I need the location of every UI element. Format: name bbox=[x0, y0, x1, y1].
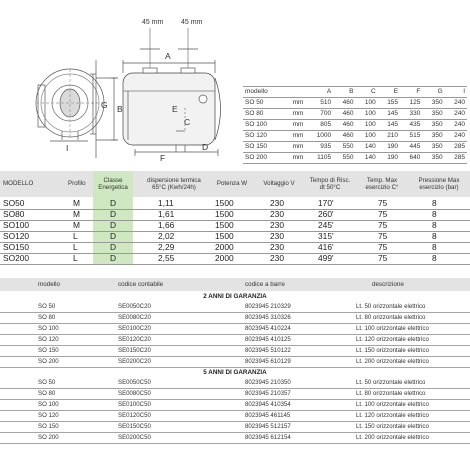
spec-header-pressione: Pressione Max esercizio (bar) bbox=[418, 176, 460, 191]
spec-cell-dispersione: 2,02 bbox=[158, 231, 175, 241]
front-tank-body bbox=[123, 73, 215, 145]
spec-header-potenza: Potenza W bbox=[216, 180, 248, 188]
spec-header-voltaggio: Voltaggio V bbox=[263, 180, 295, 188]
dims-row bbox=[243, 109, 467, 120]
codes-cell: SO 150 bbox=[38, 423, 59, 430]
dims-cell: 240 bbox=[445, 120, 467, 131]
dims-cell: 640 bbox=[400, 153, 422, 164]
spec-cell-tempo: 245' bbox=[318, 220, 334, 230]
dims-cell: 460 bbox=[333, 131, 355, 142]
spec-cell-voltaggio: 230 bbox=[270, 253, 284, 263]
codes-cell: SE0100C50 bbox=[118, 401, 151, 408]
codes-row bbox=[0, 422, 470, 433]
spec-header-classe: Classe Energetica bbox=[98, 176, 128, 191]
codes-cell: Lt. 80 orizzontale elettrico bbox=[356, 390, 426, 397]
codes-header-descrizione: descrizione bbox=[372, 281, 404, 288]
spec-cell-dispersione: 2,55 bbox=[158, 253, 175, 263]
dims-header-cell: C bbox=[355, 87, 377, 98]
dims-cell: 460 bbox=[333, 98, 355, 109]
spec-cell-dispersione: 1,61 bbox=[158, 209, 175, 219]
codes-row bbox=[0, 357, 470, 368]
dims-cell: 100 bbox=[355, 98, 377, 109]
spec-cell-temp_max: 75 bbox=[378, 253, 388, 263]
codes-cell: Lt. 150 orizzontale elettrico bbox=[356, 347, 429, 354]
spec-cell-modello: SO120 bbox=[3, 231, 30, 241]
dims-row bbox=[243, 120, 467, 131]
spec-cell-potenza: 2000 bbox=[215, 253, 234, 263]
codes-row bbox=[0, 433, 470, 444]
codes-cell: SO 200 bbox=[38, 358, 59, 365]
codes-cell: SO 100 bbox=[38, 325, 59, 332]
dims-header-cell: B bbox=[333, 87, 355, 98]
codes-cell: 8023945 210329 bbox=[245, 303, 291, 310]
spec-cell-dispersione: 1,66 bbox=[158, 220, 175, 230]
spec-cell-pressione: 8 bbox=[432, 198, 437, 208]
codes-row bbox=[0, 313, 470, 324]
spec-cell-potenza: 2000 bbox=[215, 242, 234, 252]
spec-cell-potenza: 1500 bbox=[215, 220, 234, 230]
spec-cell-dispersione: 1,11 bbox=[158, 198, 174, 208]
codes-cell: 8023945 410125 bbox=[245, 336, 291, 343]
label-A: A bbox=[165, 51, 171, 61]
codes-cell: 8023945 210357 bbox=[245, 390, 291, 397]
dims-cell: 1105 bbox=[305, 153, 333, 164]
label-45mm-right: 45 mm bbox=[181, 19, 203, 26]
codes-cell: Lt. 150 orizzontale elettrico bbox=[356, 423, 429, 430]
label-B: B bbox=[117, 104, 123, 114]
codes-cell: SE0050C50 bbox=[118, 379, 151, 386]
dims-cell: 460 bbox=[333, 109, 355, 120]
codes-cell: Lt. 200 orizzontale elettrico bbox=[356, 434, 429, 441]
spec-header-dispersione: dispersione termica 65°C (Kwh/24h) bbox=[147, 176, 201, 191]
codes-row bbox=[0, 346, 470, 357]
spec-cell-profilo: M bbox=[73, 198, 80, 208]
dims-cell: 550 bbox=[333, 142, 355, 153]
dims-cell: 285 bbox=[445, 153, 467, 164]
dims-cell: mm bbox=[283, 98, 305, 109]
dims-row bbox=[243, 98, 467, 109]
codes-cell: Lt. 200 orizzontale elettrico bbox=[356, 358, 429, 365]
codes-cell: 8023945 210350 bbox=[245, 379, 291, 386]
dims-cell: 350 bbox=[422, 120, 444, 131]
codes-cell: SO 150 bbox=[38, 347, 59, 354]
spec-cell-classe: D bbox=[109, 209, 117, 219]
codes-cell: Lt. 50 orizzontale elettrico bbox=[356, 303, 426, 310]
codes-row bbox=[0, 324, 470, 335]
dims-cell: 100 bbox=[355, 109, 377, 120]
dims-header-cell: modello bbox=[243, 87, 283, 98]
spec-cell-classe: D bbox=[109, 253, 117, 263]
codes-row bbox=[0, 411, 470, 422]
dims-header-cell bbox=[283, 87, 305, 98]
spec-cell-tempo: 260' bbox=[318, 209, 334, 219]
dims-header-cell: A bbox=[305, 87, 333, 98]
codes-cell: SE0120C50 bbox=[118, 412, 151, 419]
codes-cell: SE0080C50 bbox=[118, 390, 151, 397]
dims-cell: SO 80 bbox=[243, 109, 283, 120]
codes-cell: SO 100 bbox=[38, 401, 59, 408]
dims-cell: 100 bbox=[355, 120, 377, 131]
dims-header-row bbox=[243, 87, 467, 98]
codes-row bbox=[0, 302, 470, 313]
dims-cell: SO 120 bbox=[243, 131, 283, 142]
dimensions-table bbox=[243, 86, 467, 164]
codes-cell: 8023945 612154 bbox=[245, 434, 291, 441]
spec-cell-classe: D bbox=[109, 231, 117, 241]
codes-cell: SO 50 bbox=[38, 379, 56, 386]
spec-cell-modello: SO50 bbox=[3, 198, 25, 208]
label-D: D bbox=[202, 142, 209, 152]
codes-cell: 8023945 512157 bbox=[245, 423, 291, 430]
spec-cell-tempo: 416' bbox=[318, 242, 334, 252]
label-F: F bbox=[160, 153, 166, 163]
dims-cell: 155 bbox=[378, 98, 400, 109]
dims-cell: mm bbox=[283, 153, 305, 164]
guarantee-group-title: 5 ANNI DI GARANZIA bbox=[203, 369, 267, 376]
dims-row bbox=[243, 131, 467, 142]
dims-cell: SO 100 bbox=[243, 120, 283, 131]
codes-row bbox=[0, 400, 470, 411]
spec-cell-temp_max: 75 bbox=[378, 220, 388, 230]
spec-cell-pressione: 8 bbox=[432, 253, 437, 263]
codes-cell: 8023945 510122 bbox=[245, 347, 291, 354]
codes-cell: Lt. 50 orizzontale elettrico bbox=[356, 379, 426, 386]
codes-header-modello: modello bbox=[38, 281, 61, 288]
codes-cell: 8023945 310326 bbox=[245, 314, 291, 321]
dims-cell: 285 bbox=[445, 142, 467, 153]
codes-cell: Lt. 100 orizzontale elettrico bbox=[356, 325, 429, 332]
dims-cell: 240 bbox=[445, 131, 467, 142]
codes-cell: SE0200C20 bbox=[118, 358, 151, 365]
dims-cell: 515 bbox=[400, 131, 422, 142]
spec-cell-profilo: M bbox=[73, 220, 80, 230]
spec-cell-voltaggio: 230 bbox=[270, 198, 284, 208]
spec-cell-modello: SO80 bbox=[3, 209, 25, 219]
spec-cell-voltaggio: 230 bbox=[270, 231, 284, 241]
spec-header-profilo: Profilo bbox=[68, 180, 86, 188]
dims-row bbox=[243, 142, 467, 153]
codes-cell: SO 80 bbox=[38, 390, 56, 397]
dims-cell: 350 bbox=[422, 109, 444, 120]
dims-cell: 350 bbox=[422, 142, 444, 153]
dims-cell: 100 bbox=[355, 131, 377, 142]
label-C: C bbox=[184, 117, 191, 127]
spec-header-tempo: Tempo di Risc. dt 50°C bbox=[309, 176, 351, 191]
dims-cell: 460 bbox=[333, 120, 355, 131]
dims-cell: SO 200 bbox=[243, 153, 283, 164]
codes-cell: Lt. 120 orizzontale elettrico bbox=[356, 336, 429, 343]
dims-cell: 445 bbox=[400, 142, 422, 153]
spec-cell-pressione: 8 bbox=[432, 231, 437, 241]
codes-cell: SE0120C20 bbox=[118, 336, 151, 343]
codes-table bbox=[0, 278, 470, 441]
dims-cell: 240 bbox=[445, 98, 467, 109]
spec-cell-temp_max: 75 bbox=[378, 231, 388, 241]
spec-cell-tempo: 499' bbox=[318, 253, 334, 263]
codes-cell: 8023945 610129 bbox=[245, 358, 291, 365]
codes-cell: SO 120 bbox=[38, 412, 59, 419]
spec-cell-classe: D bbox=[109, 220, 117, 230]
dims-cell: 145 bbox=[378, 109, 400, 120]
codes-cell: SE0050C20 bbox=[118, 303, 151, 310]
dims-cell: 1000 bbox=[305, 131, 333, 142]
codes-cell: Lt. 100 orizzontale elettrico bbox=[356, 401, 429, 408]
spec-cell-pressione: 8 bbox=[432, 220, 437, 230]
codes-cell: 8023945 410224 bbox=[245, 325, 291, 332]
dims-cell: 240 bbox=[445, 109, 467, 120]
spec-cell-profilo: L bbox=[73, 242, 78, 252]
spec-cell-voltaggio: 230 bbox=[270, 242, 284, 252]
dims-cell: SO 50 bbox=[243, 98, 283, 109]
dims-cell: 435 bbox=[400, 120, 422, 131]
dims-cell: mm bbox=[283, 142, 305, 153]
codes-cell: Lt. 80 orizzontale elettrico bbox=[356, 314, 426, 321]
dims-cell: mm bbox=[283, 120, 305, 131]
label-45mm-left: 45 mm bbox=[142, 19, 164, 26]
codes-header-codice-barre: codice a barre bbox=[245, 281, 285, 288]
spec-cell-profilo: M bbox=[73, 209, 80, 219]
codes-cell: 8023945 410354 bbox=[245, 401, 291, 408]
codes-cell: SE0080C20 bbox=[118, 314, 151, 321]
dims-cell: mm bbox=[283, 109, 305, 120]
codes-cell: SO 50 bbox=[38, 303, 56, 310]
dims-cell: 190 bbox=[378, 142, 400, 153]
dims-cell: 145 bbox=[378, 120, 400, 131]
spec-cell-profilo: L bbox=[73, 253, 78, 263]
codes-cell: SO 120 bbox=[38, 336, 59, 343]
spec-cell-tempo: 170' bbox=[318, 198, 334, 208]
spec-cell-modello: SO100 bbox=[3, 220, 30, 230]
spec-cell-voltaggio: 230 bbox=[270, 209, 284, 219]
spec-cell-potenza: 1500 bbox=[215, 209, 234, 219]
dims-cell: mm bbox=[283, 131, 305, 142]
spec-cell-pressione: 8 bbox=[432, 242, 437, 252]
spec-table bbox=[0, 171, 470, 269]
label-I: I bbox=[66, 143, 69, 153]
spec-cell-potenza: 1500 bbox=[215, 231, 234, 241]
codes-cell: SO 80 bbox=[38, 314, 56, 321]
dims-cell: 210 bbox=[378, 131, 400, 142]
dims-cell: 140 bbox=[355, 142, 377, 153]
spec-header-modello: MODELLO bbox=[3, 180, 34, 188]
spec-cell-pressione: 8 bbox=[432, 209, 437, 219]
dims-cell: 510 bbox=[305, 98, 333, 109]
dims-cell: 190 bbox=[378, 153, 400, 164]
dims-cell: 350 bbox=[422, 98, 444, 109]
spec-cell-modello: SO200 bbox=[3, 253, 30, 263]
spec-header-temp-max: Temp. Max esercizio C° bbox=[365, 176, 399, 191]
guarantee-group-title: 2 ANNI DI GARANZIA bbox=[203, 293, 267, 300]
spec-cell-temp_max: 75 bbox=[378, 198, 388, 208]
spec-cell-temp_max: 75 bbox=[378, 242, 388, 252]
dims-header-cell: G bbox=[422, 87, 444, 98]
codes-cell: SE0150C20 bbox=[118, 347, 151, 354]
spec-cell-classe: D bbox=[109, 198, 117, 208]
dims-cell: 700 bbox=[305, 109, 333, 120]
dims-cell: SO 150 bbox=[243, 142, 283, 153]
spec-row bbox=[0, 253, 470, 265]
spec-cell-temp_max: 75 bbox=[378, 209, 388, 219]
codes-cell: 8023945 461145 bbox=[245, 412, 291, 419]
dims-cell: 140 bbox=[355, 153, 377, 164]
codes-cell: Lt. 120 orizzontale elettrico bbox=[356, 412, 429, 419]
dims-header-cell: E bbox=[378, 87, 400, 98]
codes-header bbox=[0, 278, 470, 291]
dims-cell: 330 bbox=[400, 109, 422, 120]
codes-row bbox=[0, 389, 470, 400]
dims-cell: 805 bbox=[305, 120, 333, 131]
dims-cell: 350 bbox=[422, 153, 444, 164]
spec-cell-modello: SO150 bbox=[3, 242, 30, 252]
dims-cell: 350 bbox=[422, 131, 444, 142]
codes-cell: SE0100C20 bbox=[118, 325, 151, 332]
codes-row bbox=[0, 335, 470, 346]
dims-cell: 125 bbox=[400, 98, 422, 109]
spec-cell-potenza: 1500 bbox=[215, 198, 234, 208]
dims-cell: 935 bbox=[305, 142, 333, 153]
dims-cell: 550 bbox=[333, 153, 355, 164]
spec-cell-classe: D bbox=[109, 242, 117, 252]
label-G: G bbox=[101, 100, 108, 110]
spec-cell-voltaggio: 230 bbox=[270, 220, 284, 230]
codes-cell: SE0200C50 bbox=[118, 434, 151, 441]
codes-row bbox=[0, 378, 470, 389]
dims-header-cell: F bbox=[400, 87, 422, 98]
spec-cell-dispersione: 2,29 bbox=[158, 242, 175, 252]
dims-row bbox=[243, 153, 467, 164]
label-E: E bbox=[172, 104, 178, 114]
codes-cell: SO 200 bbox=[38, 434, 59, 441]
spec-cell-profilo: L bbox=[73, 231, 78, 241]
codes-header-codice-contabile: codice contabile bbox=[118, 281, 164, 288]
end-cap bbox=[215, 78, 221, 140]
spec-cell-tempo: 315' bbox=[318, 231, 334, 241]
dims-header-cell: I bbox=[445, 87, 467, 98]
codes-cell: SE0150C50 bbox=[118, 423, 151, 430]
